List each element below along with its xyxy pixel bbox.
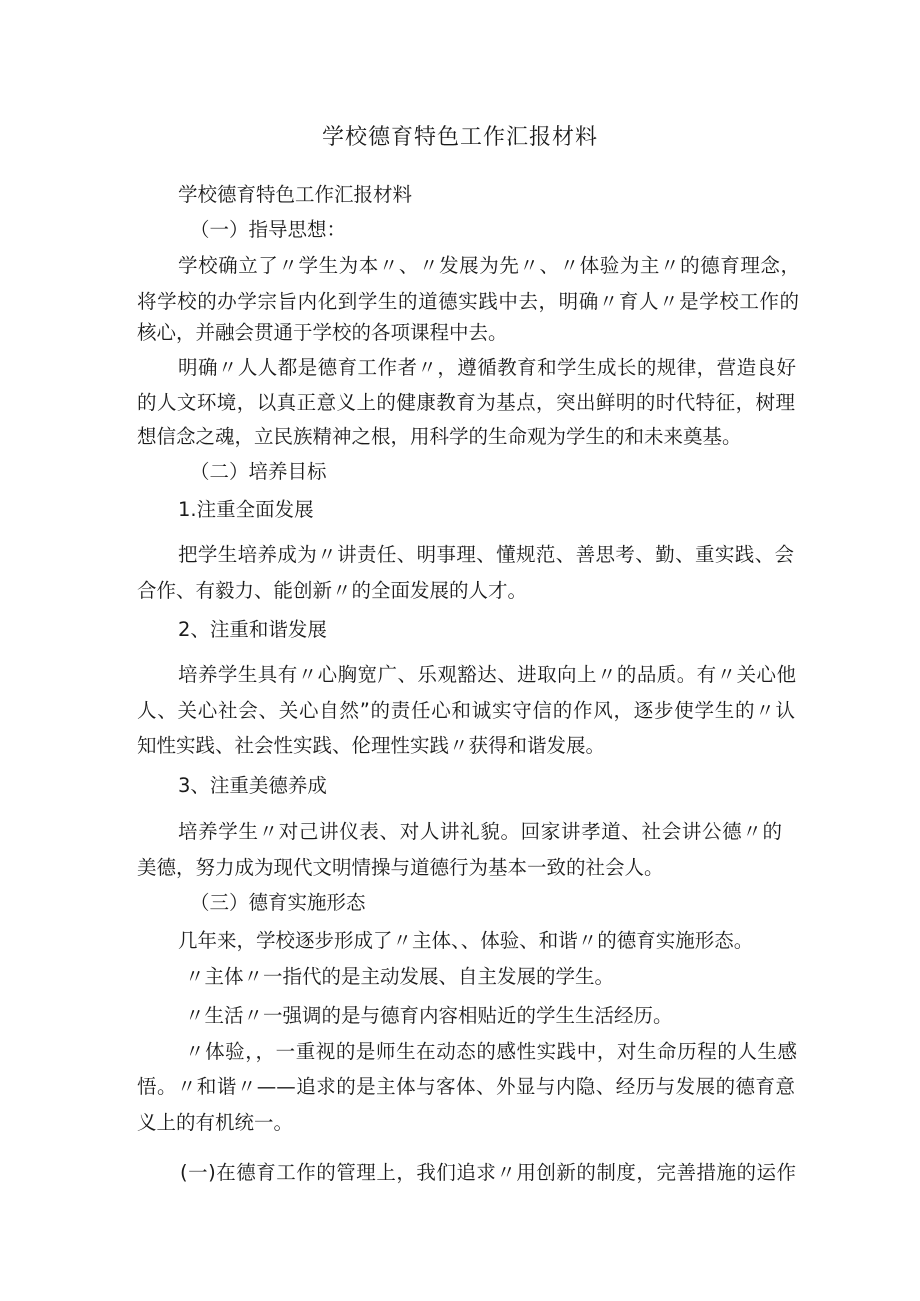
section-heading: （一）指导思想： — [190, 218, 347, 241]
paragraph-line: 〃生活〃一强调的是与德育内容相贴近的学生生活经历。 — [185, 1004, 673, 1027]
subsection-heading: 2、注重和谐发展 — [178, 618, 327, 641]
paragraph-line: 把学生培养成为〃讲责任、明事理、懂规范、善思考、勤、重实践、会 — [178, 543, 794, 566]
section-heading: （二）培养目标 — [190, 460, 327, 483]
paragraph-line: 学校确立了〃学生为本〃、〃发展为先〃、〃体验为主〃的德育理念， — [178, 254, 800, 277]
paragraph-line: 义上的有机统一。 — [137, 1111, 294, 1134]
subtitle-line: 学校德育特色工作汇报材料 — [178, 183, 413, 206]
paragraph-line: 美德，努力成为现代文明情操与道德行为基本一致的社会人。 — [137, 856, 664, 879]
paragraph-line: 〃主体〃一指代的是主动发展、自主发展的学生。 — [185, 965, 615, 988]
paragraph-line: 知性实践、社会性实践、伦理性实践〃获得和谐发展。 — [137, 734, 606, 757]
paragraph-line: 人、关心社会、关心自然”的责任心和诚实守信的作风，逐步使学生的〃认 — [137, 699, 795, 722]
paragraph-line: 悟。〃和谐〃——追求的是主体与客体、外显与内隐、经历与发展的德育意 — [137, 1075, 795, 1098]
paragraph-line: 的人文环境，以真正意义上的健康教育为基点，突出鲜明的时代特征，树理 — [137, 391, 795, 414]
section-heading: （三）德育实施形态 — [190, 891, 366, 914]
paragraph-line: 合作、有毅力、能创新〃的全面发展的人才。 — [137, 579, 528, 602]
paragraph-line: 核心，并融会贯通于学校的各项课程中去。 — [137, 321, 508, 344]
paragraph-line: (一)在德育工作的管理上，我们追求〃用创新的制度，完善措施的运作 — [180, 1161, 796, 1184]
document-title: 学校德育特色工作汇报材料 — [321, 125, 598, 150]
paragraph-line: 几年来，学校逐步形成了〃主体、、体验、和谐〃的德育实施形态。 — [178, 929, 754, 952]
paragraph-line: 〃体验，，一重视的是师生在动态的感性实践中，对生命历程的人生感 — [185, 1040, 797, 1063]
paragraph-line: 明确〃人人都是德育工作者〃，遵循教育和学生成长的规律，营造良好 — [178, 356, 796, 379]
paragraph-line: 将学校的办学宗旨内化到学生的道德实践中去，明确〃育人〃是学校工作的 — [137, 290, 799, 313]
paragraph-line: 培养学生具有〃心胸宽广、乐观豁达、进取向上〃的品质。有〃关心他 — [178, 663, 796, 686]
subsection-heading: 1.注重全面发展 — [178, 498, 314, 521]
paragraph-line: 想信念之魂，立民族精神之根，用科学的生命观为学生的和未来奠基。 — [137, 425, 742, 448]
paragraph-line: 培养学生〃对己讲仪表、对人讲礼貌。回家讲孝道、社会讲公德〃的 — [178, 820, 782, 843]
subsection-heading: 3、注重美德养成 — [178, 774, 327, 797]
